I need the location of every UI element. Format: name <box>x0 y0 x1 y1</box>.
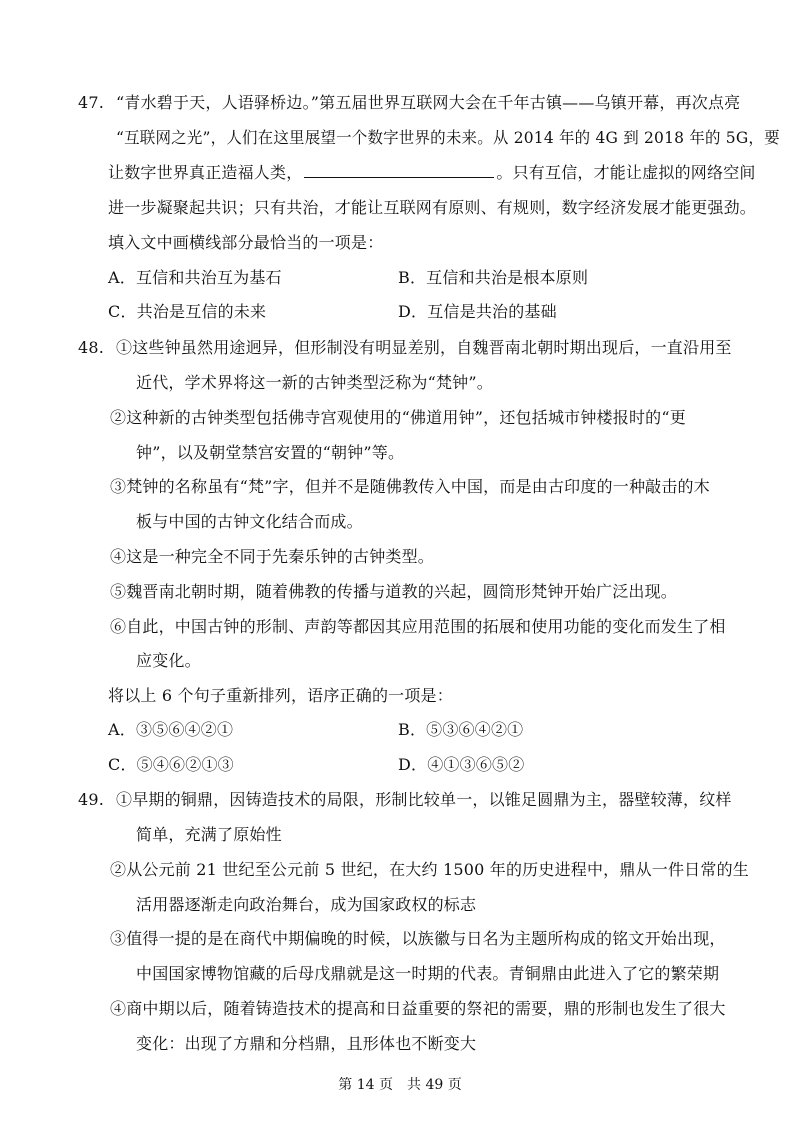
q48-option-b: B．⑤③⑥④②① <box>398 720 524 739</box>
q47-prompt: 填入文中画横线部分最恰当的一项是： <box>108 233 384 252</box>
q49-number: 49. <box>78 790 105 809</box>
q48-s6-line1: ⑥自此，中国古钟的形制、声韵等都因其应用范围的拓展和使用功能的变化而发生了相 <box>110 617 726 636</box>
q49-s4-line2: 变化：出现了方鼎和分档鼎，且形体也不断变大 <box>136 1034 477 1053</box>
q47-line3-after: 。只有互信，才能让虚拟的网络空间 <box>496 163 756 182</box>
q47-fill-blank <box>304 163 494 178</box>
q47-option-d: D．互信是共治的基础 <box>398 302 557 321</box>
q47-option-a: A．互信和共治互为基石 <box>108 268 282 287</box>
q47-text-line1: “青水碧于天，人语驿桥边。”第五届世界互联网大会在千年古镇——乌镇开幕，再次点亮 <box>116 93 741 112</box>
q48-s2-line2: 钟”，以及朝堂禁宫安置的“朝钟”等。 <box>136 443 405 462</box>
q49-s4-line1: ④商中期以后，随着铸造技术的提高和日益重要的祭祀的需要，鼎的形制也发生了很大 <box>110 999 726 1018</box>
q47-number: 47. <box>78 93 105 112</box>
q49-s3-line1: ③值得一提的是在商代中期偏晚的时候，以族徽与日名为主题所构成的铭文开始出现， <box>110 929 726 948</box>
q47-line4: 进一步凝聚起共识；只有共治，才能让互联网有原则、有规则，数字经济发展才能更强劲。 <box>108 198 757 217</box>
q48-s3-line1: ③梵钟的名称虽有“梵”字，但并不是随佛教传入中国，而是由古印度的一种敲击的木 <box>110 477 710 496</box>
q47-line1 <box>78 93 740 113</box>
q48-option-c: C．⑤④⑥②①③ <box>108 755 234 774</box>
q47-option-b: B．互信和共治是根本原则 <box>398 268 589 287</box>
q48-option-a: A．③⑤⑥④②① <box>108 720 234 739</box>
q47-line3 <box>108 163 756 183</box>
q48-s2-line1: ②这种新的古钟类型包括佛寺宫观使用的“佛道用钟”，还包括城市钟楼报时的“更 <box>110 408 686 427</box>
page-number-footer: 第 14 页 共 49 页 <box>338 1077 462 1093</box>
q48-prompt: 将以上 6 个句子重新排列，语序正确的一项是： <box>108 686 453 705</box>
q49-s1-line1 <box>78 790 732 810</box>
q48-s4: ④这是一种完全不同于先秦乐钟的古钟类型。 <box>110 547 435 566</box>
q49-s1-text: ①早期的铜鼎，因铸造技术的局限，形制比较单一，以锥足圆鼎为主，器壁较薄，纹样 <box>116 790 732 809</box>
q49-s3-line2: 中国国家博物馆藏的后母戊鼎就是这一时期的代表。青铜鼎由此进入了它的繁荣期 <box>136 964 720 983</box>
q48-s3-line2: 板与中国的古钟文化结合而成。 <box>136 512 363 531</box>
q48-s5: ⑤魏晋南北朝时期，随着佛教的传播与道教的兴起，圆筒形梵钟开始广泛出现。 <box>110 582 678 601</box>
q47-line3-before: 让数字世界真正造福人类， <box>108 163 303 182</box>
q47-option-c: C．共治是互信的未来 <box>108 302 267 321</box>
q49-s2-line2: 活用器逐渐走向政治舞台，成为国家政权的标志 <box>136 895 477 914</box>
q48-number: 48. <box>78 338 105 357</box>
q49-s1-line2: 简单，充满了原始性 <box>136 825 282 844</box>
q48-s6-line2: 应变化。 <box>136 651 201 670</box>
q49-s2-line1: ②从公元前 21 世纪至公元前 5 世纪，在大约 1500 年的历史进程中，鼎从一件日常的生 <box>110 860 749 879</box>
q48-s1-text: ①这些钟虽然用途迥异，但形制没有明显差别，自魏晋南北朝时期出现后，一直沿用至 <box>116 338 732 357</box>
q48-s1-line2: 近代，学术界将这一新的古钟类型泛称为“梵钟”。 <box>136 373 493 392</box>
q47-line2: “互联网之光”，人们在这里展望一个数字世界的未来。从 2014 年的 4G 到 2018 年的 5G，要 <box>116 128 780 147</box>
q48-s1-line1 <box>78 338 732 358</box>
q48-option-d: D．④①③⑥⑤② <box>398 755 525 774</box>
